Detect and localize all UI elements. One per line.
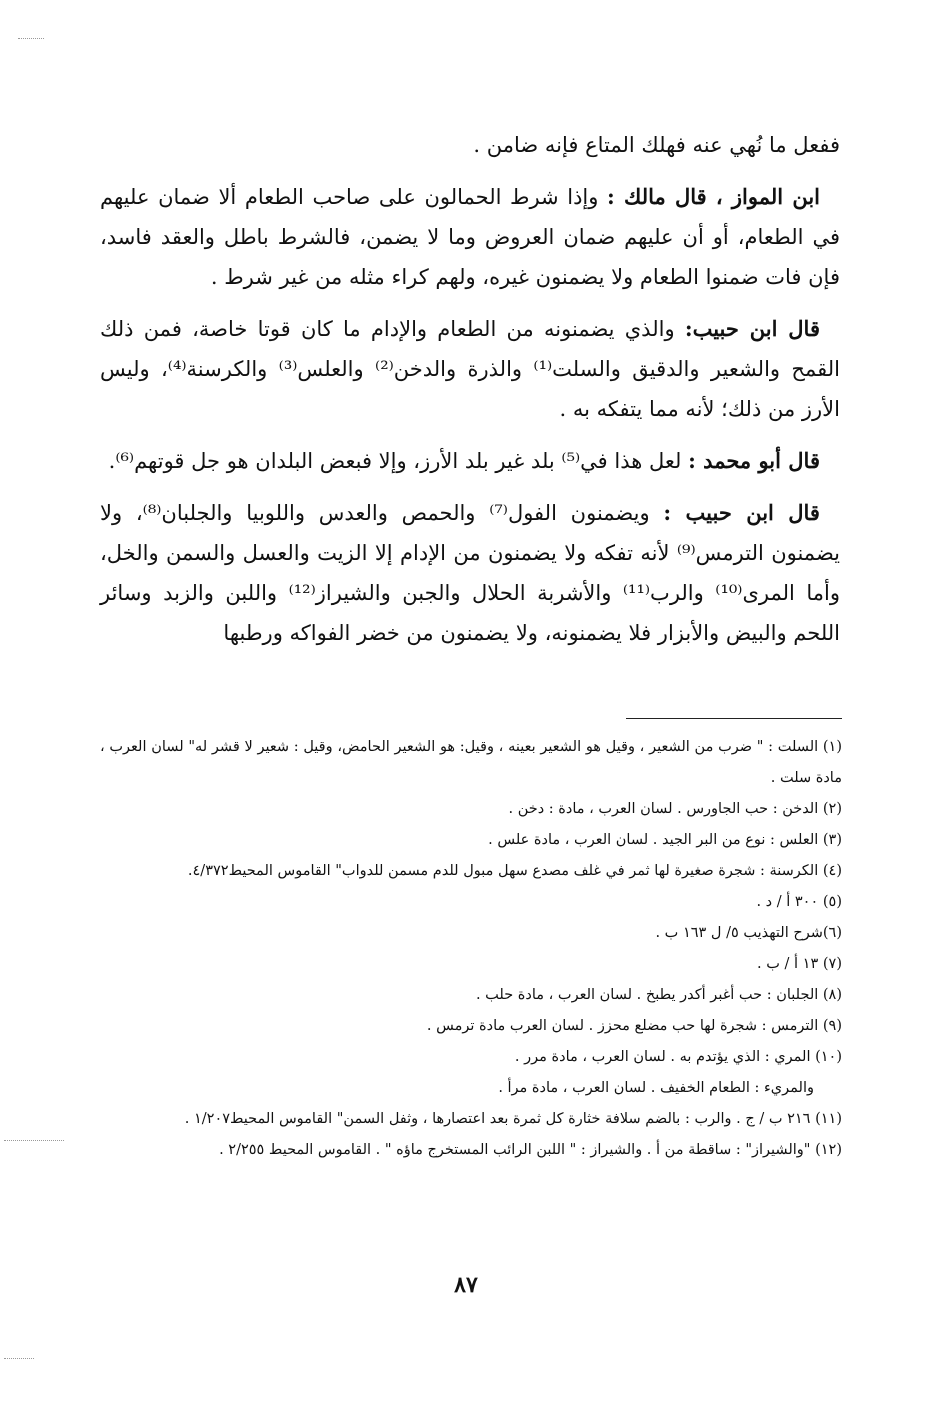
footnote-5: (٥) ٣٠٠ أ / د . [756, 894, 842, 910]
paragraph-3-lead: قال ابن حبيب: [684, 316, 820, 341]
footnote-6: (٦)شرح التهذيب ٥/ ل ١٦٣ ب . [655, 925, 842, 941]
scan-mark [4, 1140, 64, 1142]
footnote-separator [626, 718, 842, 719]
paragraph-5 [100, 493, 840, 653]
footnote-4: (٤) الكرسنة : شجرة صغيرة لها ثمر في غلف مصدع سهل مبول للدم مسمن للدواب" القاموس المحيط٤/٣٧٢. [187, 863, 842, 879]
paragraph-4 [100, 441, 840, 481]
paragraph-5-lead: قال ابن حبيب : [663, 500, 820, 525]
paragraph-2-text: وإذا شرط الحمالون على صاحب الطعام ألا ضمان عليهم في الطعام، أو أن عليهم ضمان العروض وما لا يضمن، فالشرط باطل والعقد فاسد، فإن فات ضمنوا الطعام ولا يضمنون غيره، ولهم كراء مثله من غير شرط . [100, 185, 840, 289]
scan-mark [4, 1358, 34, 1360]
footnotes [100, 732, 842, 1166]
footnote-2: (٢) الدخن : حب الجاورس . لسان العرب ، مادة : دخن . [508, 801, 842, 817]
paragraph-4-text: لعل هذا في⁽⁵⁾ بلد غير بلد الأرز، وإلا فبعض البلدان هو جل قوتهم⁽⁶⁾. [108, 449, 682, 473]
paragraph-4-lead: قال أبو محمد : [688, 448, 820, 473]
paragraph-3 [100, 309, 840, 429]
scan-mark [18, 38, 44, 40]
paragraph-2-lead: ابن المواز ، قال مالك : [607, 184, 820, 209]
footnote-7: (٧) ١٣ أ / ب . [757, 956, 842, 972]
page-number: ٨٧ [454, 1272, 478, 1298]
footnote-9: (٩) الترمس : شجرة لها حب مضلع محزز . لسان العرب مادة ترمس . [426, 1018, 842, 1034]
main-text [100, 125, 840, 665]
footnote-8: (٨) الجلبان : حب أغبر أكدر يطبخ . لسان العرب ، مادة حلب . [475, 987, 842, 1003]
footnote-10: (١٠) المري : الذي يؤتدم به . لسان العرب ، مادة مرر . [514, 1049, 842, 1065]
footnote-1: (١) السلت : " ضرب من الشعير ، وقيل هو الشعير بعينه ، وقيل: هو الشعير الحامض، وقيل : شعير لا قشر له" لسان العرب ، مادة سلت . [100, 739, 842, 786]
footnote-12: (١٢) "والشيراز" : ساقطة من أ . والشيراز : " اللبن الرائب المستخرج ماؤه " . القاموس المحيط ٢/٢٥٥ . [219, 1142, 842, 1158]
paragraph-5-text: ويضمنون الفول⁽⁷⁾ والحمص والعدس واللوبيا والجلبان⁽⁸⁾، ولا يضمنون الترمس⁽⁹⁾ لأنه تفكه ولا يضمنون من الإدام إلا الزيت والعسل والسمن والخل، وأما المرى⁽¹⁰⁾ والرب⁽¹¹⁾ والأشربة الحلال والجبن والشيراز⁽¹²⁾ واللبن والزبد وسائر اللحم والبيض والأبزار فلا يضمنونه، ولا يضمنون من خضر الفواكه ورطبها [100, 501, 840, 645]
paragraph-2 [100, 177, 840, 297]
footnote-10-continued: والمريء : الطعام الخفيف . لسان العرب ، مادة مرأ . [498, 1080, 814, 1096]
paragraph-3-text: والذي يضمنونه من الطعام والإدام ما كان قوتا خاصة، فمن ذلك القمح والشعير والدقيق والسلت⁽¹⁾ والذرة والدخن⁽²⁾ والعلس⁽³⁾ والكرسنة⁽⁴⁾، وليس الأرز من ذلك؛ لأنه مما يتفكه به . [100, 317, 840, 421]
paragraph-1-text: ففعل ما نُهي عنه فهلك المتاع فإنه ضامن . [473, 133, 840, 157]
footnote-11: (١١) ٢١٦ ب / ج . والرب : بالضم سلافة خثارة كل ثمرة بعد اعتصارها ، وثفل السمن" القاموس المحيط١/٢٠٧ . [184, 1111, 842, 1127]
paragraph-1 [100, 125, 840, 165]
footnote-3: (٣) العلس : نوع من البر الجيد . لسان العرب ، مادة علس . [488, 832, 842, 848]
